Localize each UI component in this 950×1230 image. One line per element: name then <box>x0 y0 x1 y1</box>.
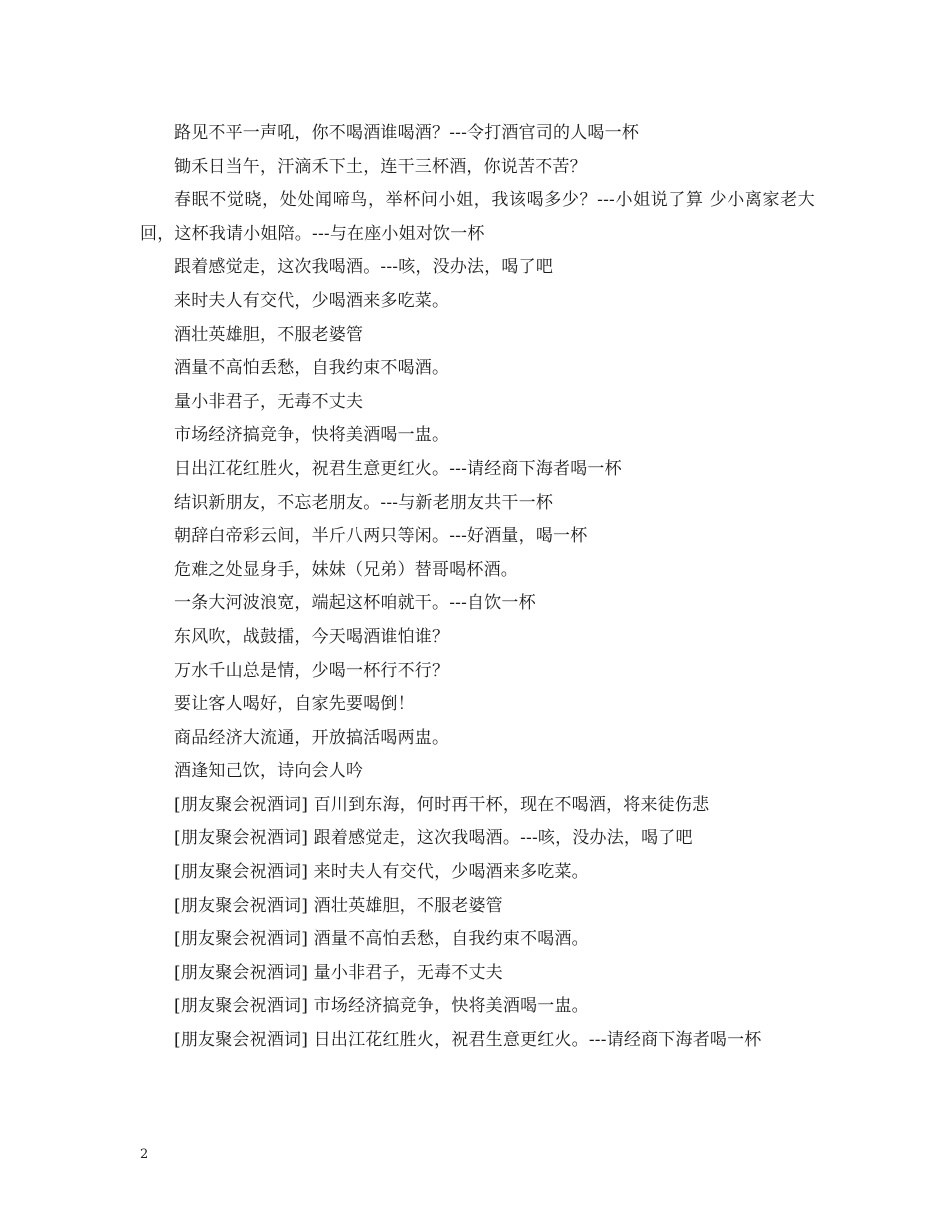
paragraph-15: 东风吹，战鼓擂，今天喝酒谁怕谁？ <box>174 626 450 647</box>
paragraph-19: 酒逢知己饮，诗向会人吟 <box>174 761 364 782</box>
document-body <box>140 117 815 1058</box>
paragraph-17: 要让客人喝好，自家先要喝倒！ <box>174 694 415 715</box>
paragraph-10: 日出江花红胜火，祝君生意更红火。---请经商下海者喝一杯 <box>174 458 622 479</box>
paragraph-2: 锄禾日当午，汗滴禾下土，连干三杯酒，你说苦不苦？ <box>174 156 587 177</box>
paragraph-5: 来时夫人有交代，少喝酒来多吃菜。 <box>174 290 450 311</box>
paragraph-25: [朋友聚会祝酒词] 量小非君子，无毒不丈夫 <box>174 962 503 983</box>
paragraph-4: 跟着感觉走，这次我喝酒。---咳，没办法，喝了吧 <box>174 257 554 278</box>
paragraph-22: [朋友聚会祝酒词] 来时夫人有交代，少喝酒来多吃菜。 <box>174 862 589 883</box>
paragraph-9: 市场经济搞竞争，快将美酒喝一盅。 <box>174 425 450 446</box>
paragraph-13: 危难之处显身手，妹妹（兄弟）替哥喝杯酒。 <box>174 559 518 580</box>
paragraph-16: 万水千山总是情，少喝一杯行不行？ <box>174 660 450 681</box>
page-number: 2 <box>140 1147 149 1162</box>
paragraph-12: 朝辞白帝彩云间，半斤八两只等闲。---好酒量，喝一杯 <box>174 526 588 547</box>
paragraph-8: 量小非君子，无毒不丈夫 <box>174 391 364 412</box>
paragraph-27: [朋友聚会祝酒词] 日出江花红胜火，祝君生意更红火。---请经商下海者喝一杯 <box>174 1030 762 1051</box>
paragraph-18: 商品经济大流通，开放搞活喝两盅。 <box>174 727 450 748</box>
paragraph-21: [朋友聚会祝酒词] 跟着感觉走，这次我喝酒。---咳，没办法，喝了吧 <box>174 828 693 849</box>
paragraph-24: [朋友聚会祝酒词] 酒量不高怕丢愁，自我约束不喝酒。 <box>174 929 589 950</box>
paragraph-3: 春眠不觉晓，处处闻啼鸟，举杯问小姐，我该喝多少？---小姐说了算 少小离家老大回，这杯我请小姐陪。---与在座小姐对饮一杯 <box>140 190 815 244</box>
paragraph-23: [朋友聚会祝酒词] 酒壮英雄胆，不服老婆管 <box>174 895 503 916</box>
paragraph-11: 结识新朋友，不忘老朋友。---与新老朋友共干一杯 <box>174 492 554 513</box>
paragraph-6: 酒壮英雄胆，不服老婆管 <box>174 324 364 345</box>
paragraph-26: [朋友聚会祝酒词] 市场经济搞竞争，快将美酒喝一盅。 <box>174 996 589 1017</box>
paragraph-7: 酒量不高怕丢愁，自我约束不喝酒。 <box>174 358 450 379</box>
paragraph-14: 一条大河波浪宽，端起这杯咱就干。---自饮一杯 <box>174 593 536 614</box>
paragraph-1: 路见不平一声吼，你不喝酒谁喝酒？---令打酒官司的人喝一杯 <box>174 123 640 143</box>
paragraph-20: [朋友聚会祝酒词] 百川到东海，何时再干杯，现在不喝酒，将来徒伤悲 <box>174 794 710 815</box>
